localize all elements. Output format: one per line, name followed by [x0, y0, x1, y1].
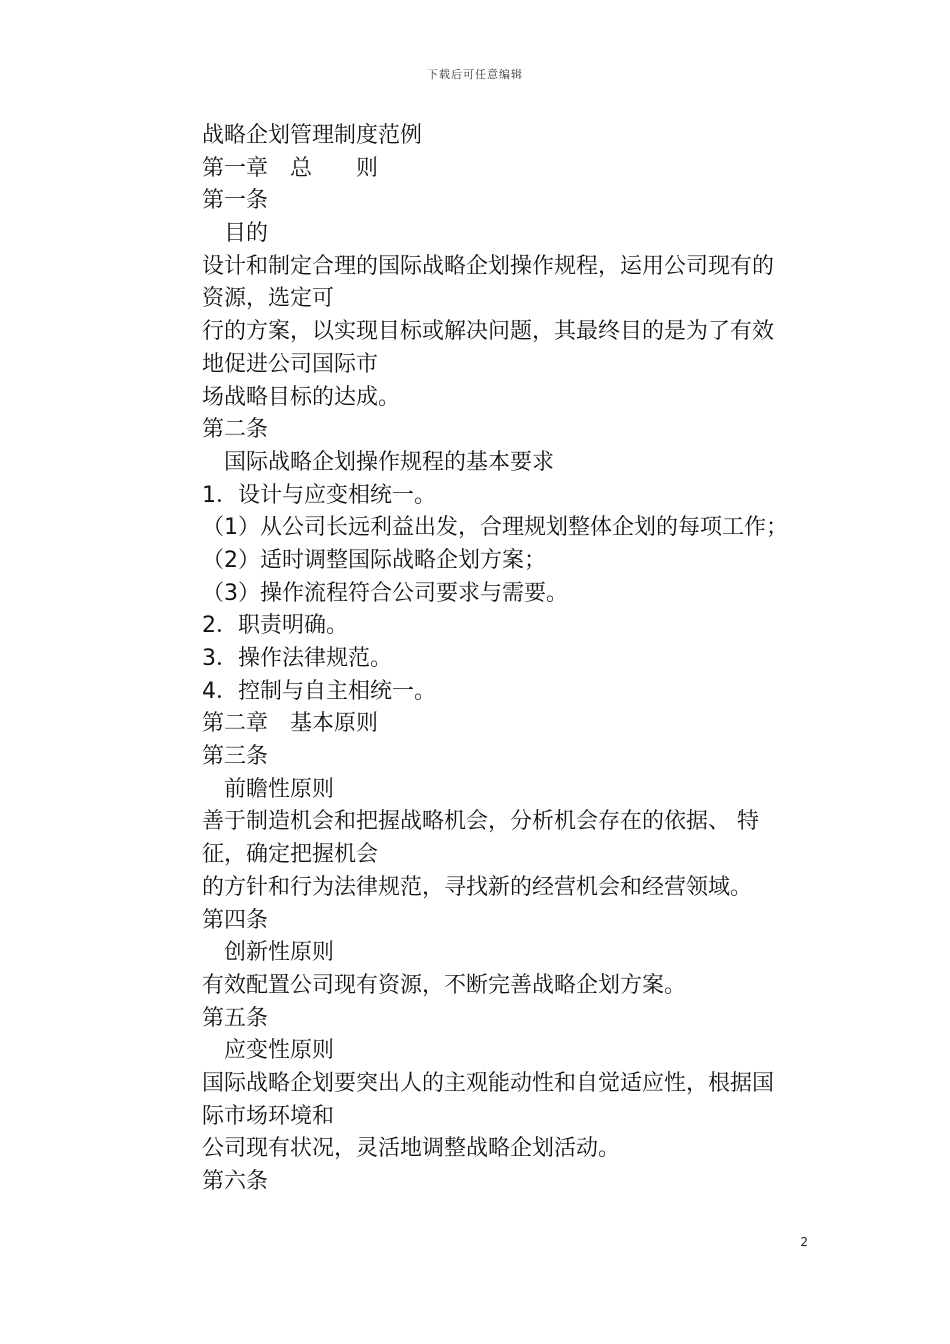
list-item: 1．设计与应变相统一。	[202, 482, 436, 508]
list-item: 3．操作法律规范。	[202, 646, 392, 671]
list-item: 2．职责明确。	[202, 613, 348, 639]
paragraph-line: 有效配置公司现有资源，不断完善战略企划方案。	[202, 972, 687, 998]
document-body	[202, 120, 812, 1199]
article-subtitle: 国际战略企划操作规程的基本要求	[202, 449, 555, 475]
chapter-heading: 第一章 总 则	[202, 155, 379, 181]
article-heading: 第六条	[202, 1169, 269, 1194]
paragraph-line: 行的方案，以实现目标或解决问题，其最终目的是为了有效	[202, 319, 775, 345]
sub-list-item: （1）从公司长远利益出发，合理规划整体企划的每项工作；	[202, 515, 788, 541]
sub-list-item: （2）适时调整国际战略企划方案；	[202, 547, 546, 573]
article-subtitle: 目的	[202, 221, 269, 247]
paragraph-line: 的方针和行为法律规范，寻找新的经营机会和经营领域。	[202, 874, 753, 900]
article-subtitle: 创新性原则	[202, 940, 335, 966]
paragraph-line: 际市场环境和	[202, 1103, 335, 1129]
article-heading: 第五条	[202, 1005, 269, 1031]
paragraph-line: 资源，选定可	[202, 286, 335, 312]
article-heading: 第三条	[202, 744, 269, 770]
article-heading: 第四条	[202, 907, 269, 933]
paragraph-line: 场战略目标的达成。	[202, 384, 401, 410]
article-heading: 第一条	[202, 188, 269, 214]
paragraph-line: 善于制造机会和把握战略机会，分析机会存在的依据、 特	[202, 809, 759, 835]
paragraph-line: 地促进公司国际市	[202, 351, 379, 377]
page-number: 2	[800, 1235, 808, 1249]
paragraph-line: 国际战略企划要突出人的主观能动性和自觉适应性，根据国	[202, 1070, 775, 1096]
article-subtitle: 前瞻性原则	[202, 776, 335, 802]
paragraph-line: 设计和制定合理的国际战略企划操作规程，运用公司现有的	[202, 253, 775, 279]
chapter-heading: 第二章 基本原则	[202, 711, 379, 737]
article-heading: 第二条	[202, 417, 269, 443]
page-header: 下载后可任意编辑	[427, 68, 523, 81]
sub-list-item: （3）操作流程符合公司要求与需要。	[202, 580, 568, 606]
article-subtitle: 应变性原则	[202, 1038, 335, 1064]
paragraph-line: 公司现有状况，灵活地调整战略企划活动。	[202, 1136, 621, 1162]
document-title: 战略企划管理制度范例	[202, 123, 423, 148]
list-item: 4．控制与自主相统一。	[202, 678, 436, 704]
paragraph-line: 征，确定把握机会	[202, 842, 379, 868]
